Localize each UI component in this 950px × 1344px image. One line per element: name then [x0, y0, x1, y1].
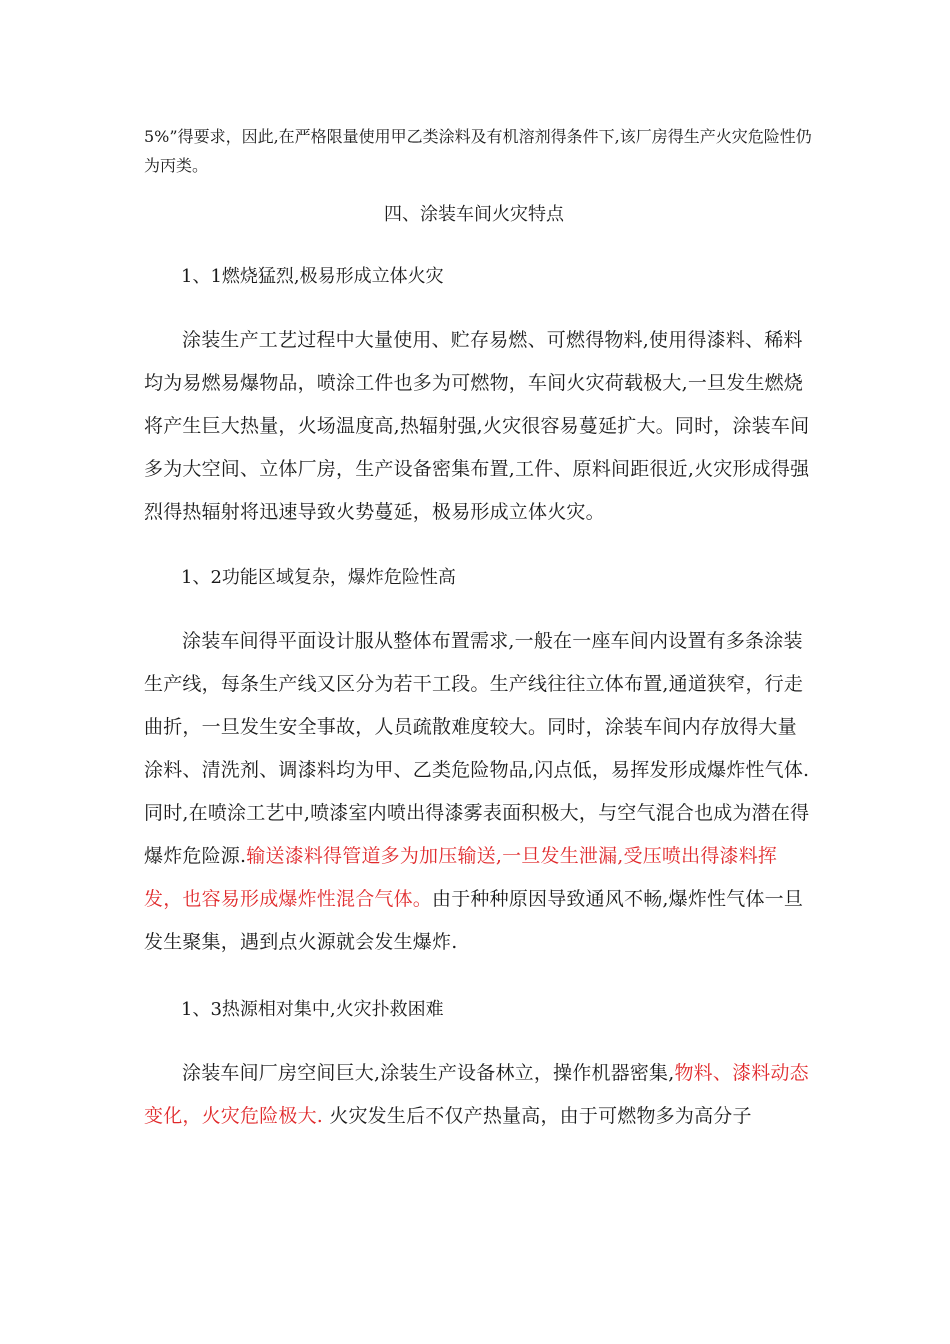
subsection-heading-2: 1、2功能区域复杂，爆炸危险性高 [181, 567, 456, 588]
subsection-paragraph-2 [144, 620, 810, 964]
section-title: 四、涂装车间火灾特点 [384, 204, 564, 225]
highlighted-text: 输送漆料得管道多为加压输送,一旦发生泄漏,受压喷出得漆料挥发，也容易形成爆炸性混合气体。 [144, 845, 778, 910]
subsection-paragraph-3 [144, 1052, 810, 1138]
paragraph-text: 涂装车间厂房空间巨大,涂装生产设备林立，操作机器密集, [182, 1062, 675, 1084]
subsection-heading-1: 1、1燃烧猛烈,极易形成立体火灾 [181, 266, 444, 287]
paragraph-text: 涂装车间得平面设计服从整体布置需求,一般在一座车间内设置有多条涂装生产线，每条生产线又区分为若干工段。生产线往往立体布置,通道狭窄，行走曲折，一旦发生安全事故，人员疏散难度较大。同时，涂装车间内存放得大量涂料、清洗剂、调漆料均为甲、乙类危险物品,闪点低，易挥发形成爆炸性气体.同时,在喷涂工艺中,喷漆室内喷出得漆雾表面积极大，与空气混合也成为潜在得爆炸危险源. [144, 630, 810, 867]
highlighted-text: 物料、漆料动态变化，火灾危险极大. [144, 1062, 809, 1127]
intro-paragraph: 5%”得要求，因此,在严格限量使用甲乙类涂料及有机溶剂得条件下,该厂房得生产火灾危险性仍为丙类。 [144, 127, 812, 175]
paragraph-text: 由于种种原因导致通风不畅,爆炸性气体一旦发生聚集，遇到点火源就会发生爆炸. [144, 888, 804, 953]
subsection-heading-3: 1、3热源相对集中,火灾扑救困难 [181, 999, 444, 1020]
paragraph-text: 火灾发生后不仅产热量高，由于可燃物多为高分子 [323, 1105, 752, 1127]
subsection-paragraph-1: 涂装生产工艺过程中大量使用、贮存易燃、可燃得物料,使用得漆料、稀料均为易燃易爆物品，喷涂工件也多为可燃物，车间火灾荷载极大,一旦发生燃烧将产生巨大热量，火场温度高,热辐射强,火灾很容易蔓延扩大。同时，涂装车间多为大空间、立体厂房，生产设备密集布置,工件、原料间距很近,火灾形成得强烈得热辐射将迅速导致火势蔓延，极易形成立体火灾。 [144, 329, 810, 523]
